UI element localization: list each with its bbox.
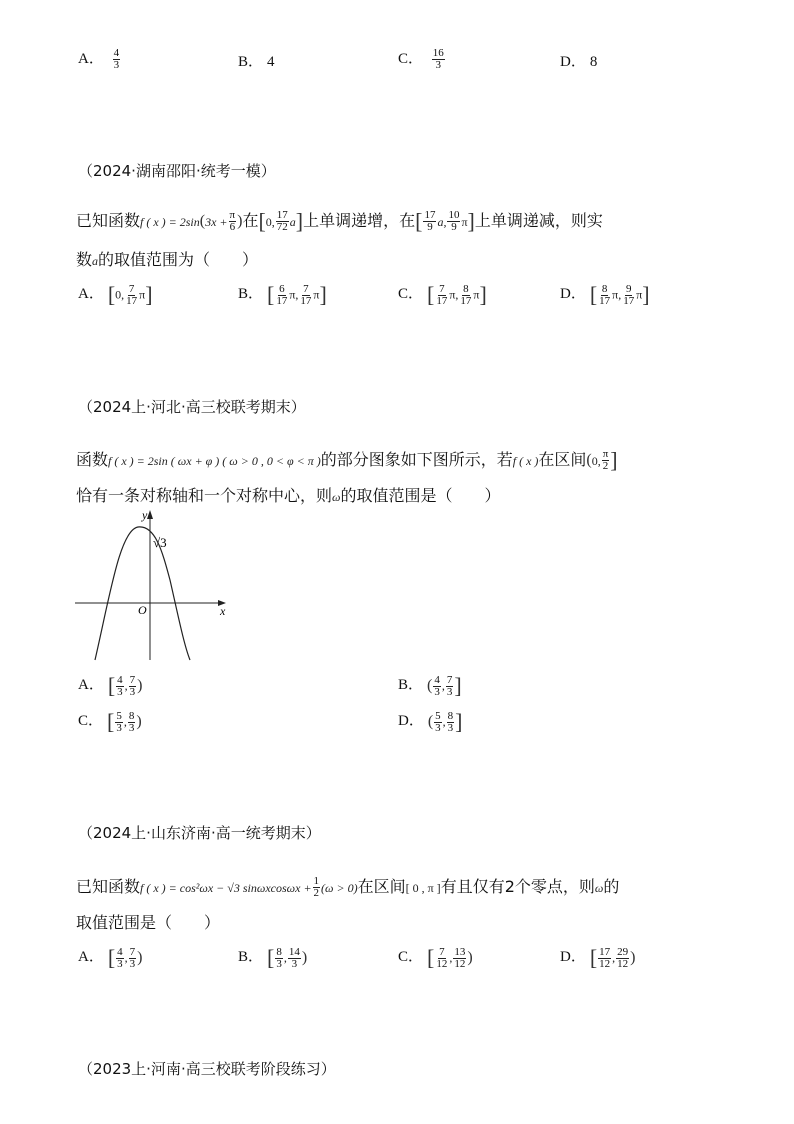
q1-source: （2024·湖南邵阳·统考一模） bbox=[78, 162, 276, 180]
origin-label: O bbox=[138, 603, 147, 617]
q2-option-a: A． [ $\frac{4}{3}$ , $\frac{7}{3}$ ) bbox=[78, 673, 143, 698]
y-axis-label: y bbox=[142, 508, 148, 522]
q3-option-a: A． [ $\frac{4}{3}$ , $\frac{7}{3}$ ) bbox=[78, 945, 143, 970]
q2-stem-line2: 恰有一条对称轴和一个对称中心，则ω的取值范围是（ ） bbox=[76, 486, 501, 505]
q1-stem-line2: 数a的取值范围为（ ） bbox=[76, 250, 259, 269]
q0-option-c-fraction: $\frac{16}{3}$ bbox=[432, 47, 444, 72]
q3-stem-line1: 已知函数f ( x ) = cos²ωx − √3 sinωxcosωx + $\frac{1}{2}$ (ω > 0)在区间[ 0 , π ]有且仅有2个零点，则ω的 bbox=[76, 875, 620, 899]
q0-option-a: A． $\frac{4}{3}$ bbox=[78, 47, 120, 72]
q1-option-a: A． [0, $\frac{7}{17}$ π] bbox=[78, 282, 153, 307]
q2-option-d: D． ( $\frac{5}{3}$ , $\frac{8}{3}$ ] bbox=[398, 709, 463, 734]
q3-option-d: D． [ $\frac{17}{12}$ , $\frac{29}{12}$ ) bbox=[560, 945, 636, 970]
y-axis-arrow-icon bbox=[147, 510, 153, 519]
q0-option-d: D． 8 bbox=[560, 54, 598, 70]
q2-option-c: C． [ $\frac{5}{3}$ , $\frac{8}{3}$ ) bbox=[78, 709, 142, 734]
q1-option-c: C． [ $\frac{7}{17}$ π, $\frac{8}{17}$ π] bbox=[398, 282, 487, 307]
q3-source: （2024上·山东济南·高一统考期末） bbox=[78, 824, 321, 842]
x-axis-label: x bbox=[220, 604, 226, 618]
q0-option-a-fraction: $\frac{4}{3}$ bbox=[113, 47, 120, 72]
q2-function-graph bbox=[70, 505, 240, 665]
q2-option-b: B． ( $\frac{4}{3}$ , $\frac{7}{3}$ ] bbox=[398, 673, 462, 698]
q4-source: （2023上·河南·高三校联考阶段练习） bbox=[78, 1060, 336, 1078]
sine-curve bbox=[95, 527, 190, 660]
q2-source: （2024上·河北·高三校联考期末） bbox=[78, 398, 306, 416]
q1-option-d: D． [ $\frac{8}{17}$ π, $\frac{9}{17}$ π] bbox=[560, 282, 650, 307]
q0-option-c: C． $\frac{16}{3}$ bbox=[398, 47, 444, 72]
q2-stem-line1: 函数f ( x ) = 2sin ( ωx + φ ) ( ω > 0 , 0 < φ < π )的部分图象如下图所示，若f ( x )在区间(0, $\frac{\pi}{2}$ ] bbox=[76, 447, 618, 473]
q3-option-c: C． [ $\frac{7}{12}$ , $\frac{13}{12}$ ) bbox=[398, 945, 473, 970]
q1-stem-line1: 已知函数f ( x ) = 2sin(3x + $\frac{\pi}{6}$ )在[0, $\frac{17}{72}$ a]上单调递增，在[ $\frac{17}{9}$ a, $\frac{10}{9}$ π]上单调递减，则实 bbox=[76, 208, 603, 234]
q3-stem-line2: 取值范围是（ ） bbox=[76, 913, 221, 932]
q1-option-b: B． [ $\frac{6}{17}$ π, $\frac{7}{17}$ π] bbox=[238, 282, 327, 307]
peak-label: √3 bbox=[153, 535, 167, 550]
q0-option-b: B． 4 bbox=[238, 54, 275, 70]
q3-option-b: B． [ $\frac{8}{3}$ , $\frac{14}{3}$ ) bbox=[238, 945, 308, 970]
